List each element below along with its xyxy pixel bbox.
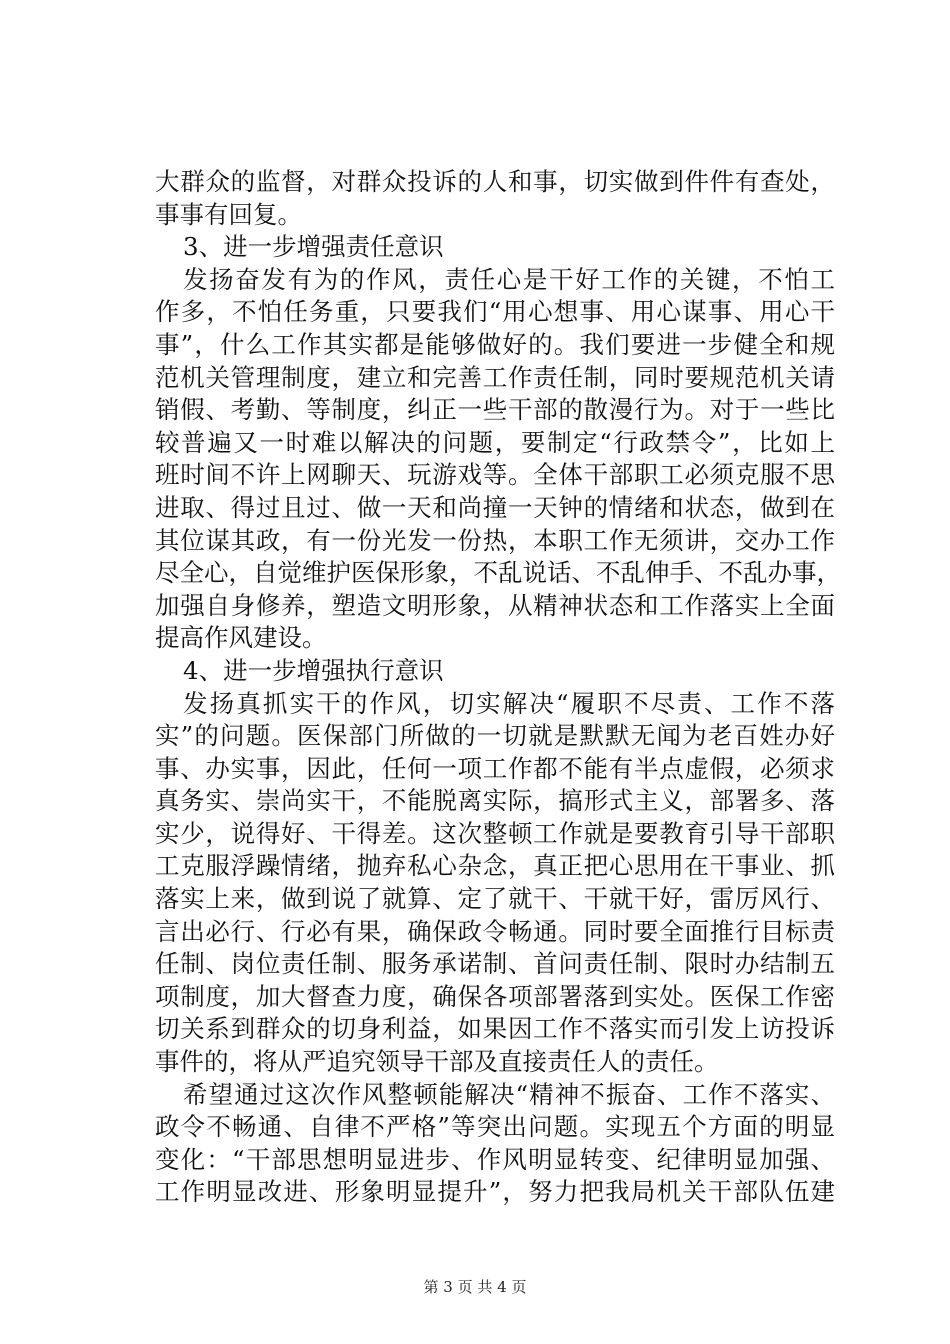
body-text (155, 166, 841, 1209)
text-line: 范机关管理制度，建立和完善工作责任制，同时要规范机关请 (155, 362, 835, 392)
text-line: 尽全心，自觉维护医保形象，不乱说话、不乱伸手、不乱办事， (155, 558, 841, 588)
text-line: 班时间不许上网聊天、玩游戏等。全体干部职工必须克服不思 (155, 460, 835, 490)
text-line: 落实上来，做到说了就算、定了就干、干就干好，雷厉风行、 (155, 884, 835, 914)
text-line: 言出必行、行必有果，确保政令畅通。同时要全面推行目标责 (155, 916, 835, 946)
text-line: 工克服浮躁情绪，抛弃私心杂念，真正把心思用在干事业、抓 (155, 851, 835, 881)
page-footer: 第 3 页 共 4 页 (423, 1278, 527, 1296)
text-line: 较普遍又一时难以解决的问题，要制定“行政禁令”，比如上 (155, 427, 835, 457)
text-line: 事事有回复。 (155, 199, 302, 229)
text-line: 实少，说得好、干得差。这次整顿工作就是要教育引导干部职 (155, 818, 835, 848)
text-line: 实”的问题。医保部门所做的一切就是默默无闻为老百姓办好 (155, 721, 835, 751)
text-line: 事”，什么工作其实都是能够做好的。我们要进一步健全和规 (155, 329, 835, 359)
text-line: 变化：“干部思想明显进步、作风明显转变、纪律明显加强、 (155, 1144, 835, 1174)
text-line: 大群众的监督，对群众投诉的人和事，切实做到件件有查处， (155, 167, 835, 196)
text-line: 切关系到群众的切身利益，如果因工作不落实而引发上访投诉 (155, 1014, 835, 1044)
text-line: 事件的，将从严追究领导干部及直接责任人的责任。 (155, 1047, 719, 1077)
text-line: 工作明显改进、形象明显提升”，努力把我局机关干部队伍建 (155, 1177, 835, 1207)
section-heading: 3、进一步增强责任意识 (183, 232, 444, 262)
paragraph-first-line: 发扬奋发有为的作风，责任心是干好工作的关键，不怕工 (183, 264, 835, 294)
paragraph-first-line: 希望通过这次作风整顿能解决“精神不振奋、工作不落实、 (183, 1079, 835, 1109)
text-line: 进取、得过且过、做一天和尚撞一天钟的情绪和状态，做到在 (155, 492, 835, 522)
text-line: 加强自身修养，塑造文明形象，从精神状态和工作落实上全面 (155, 590, 835, 620)
text-line: 其位谋其政，有一份光发一份热，本职工作无须讲，交办工作 (155, 525, 835, 555)
section-heading: 4、进一步增强执行意识 (183, 655, 444, 685)
text-line: 提高作风建设。 (155, 623, 327, 653)
text-line: 作多，不怕任务重，只要我们“用心想事、用心谋事、用心干 (155, 297, 835, 327)
text-line: 事、办实事，因此，任何一项工作都不能有半点虚假，必须求 (155, 753, 835, 783)
text-line: 真务实、崇尚实干，不能脱离实际，搞形式主义，部署多、落 (155, 786, 835, 816)
text-line: 项制度，加大督查力度，确保各项部署落到实处。医保工作密 (155, 981, 835, 1011)
text-line: 销假、考勤、等制度，纠正一些干部的散漫行为。对于一些比 (155, 395, 835, 425)
text-line: 政令不畅通、自律不严格”等突出问题。实现五个方面的明显 (155, 1112, 835, 1142)
paragraph-first-line: 发扬真抓实干的作风，切实解决“履职不尽责、工作不落 (183, 688, 835, 718)
text-line: 任制、岗位责任制、服务承诺制、首问责任制、限时办结制五 (155, 949, 835, 979)
